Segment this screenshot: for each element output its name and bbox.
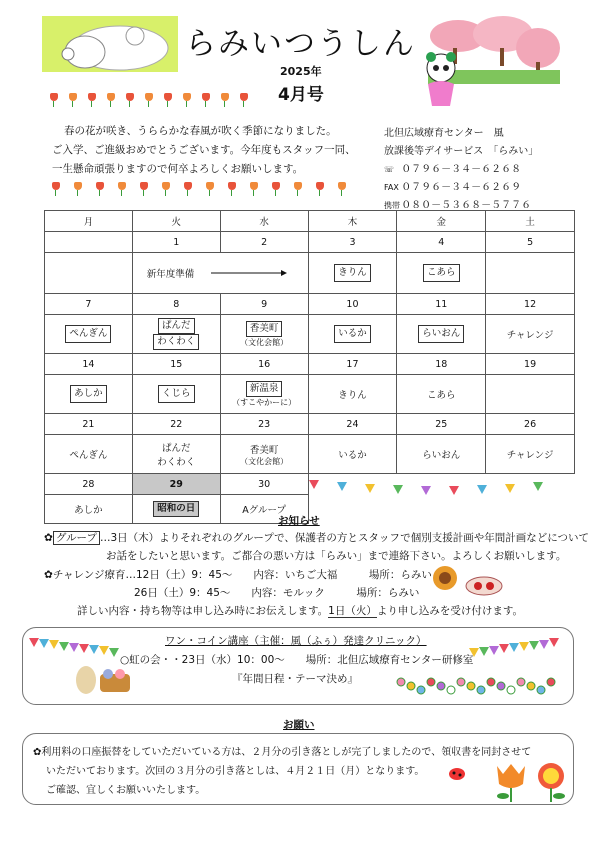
bunting-flag xyxy=(449,486,459,495)
tulip-stem xyxy=(110,101,111,107)
tulip-icon xyxy=(183,93,191,101)
group-label: ぺんぎん xyxy=(69,450,108,461)
event-row xyxy=(45,375,575,414)
bunting-decoration xyxy=(308,474,574,524)
group-label: らいおん xyxy=(422,450,461,461)
notice-date: 1日（火） xyxy=(328,605,377,617)
bunting-flag xyxy=(519,642,529,651)
greeting-line: 一生懸命頑張りますので何卒よろしくお願いします。 xyxy=(52,163,304,175)
weekday-header: 水 xyxy=(220,211,308,232)
tulip-stem xyxy=(297,190,298,196)
notice-line: ✿ グループ …3日（木）よりそれぞれのグループで、保護者の方とスタッフで個別支援計画や年間計画などについて xyxy=(44,532,590,544)
request-text: 利用料の口座振替をしていただいている方は、２月分の引き落としが完了しましたので、領収書を同封させて xyxy=(41,747,532,758)
tulip-stem xyxy=(275,190,276,196)
group-label: 新温泉 xyxy=(246,381,283,397)
group-label: わくわく xyxy=(157,457,196,468)
tulip-icon xyxy=(272,182,280,190)
notice-title: お知らせ xyxy=(278,515,320,527)
date-row xyxy=(45,414,575,435)
tulip-stem xyxy=(319,190,320,196)
event-cell xyxy=(397,315,486,354)
group-label: わくわく xyxy=(153,334,199,350)
group-label: ぺんぎん xyxy=(65,325,111,343)
tulip-icon xyxy=(228,182,236,190)
tulip-stem xyxy=(99,190,100,196)
garden-flower xyxy=(437,682,445,690)
tulip-stem xyxy=(129,101,130,107)
bunting-flag xyxy=(393,485,403,494)
group-label: こあら xyxy=(427,390,456,401)
sheep-illustration xyxy=(40,14,180,74)
flower-garden-icon xyxy=(395,668,560,698)
date-cell: 1 xyxy=(132,232,220,253)
tulip-icon xyxy=(162,182,170,190)
date-cell: 3 xyxy=(308,232,397,253)
date-cell: 25 xyxy=(397,414,486,435)
event-row xyxy=(45,253,575,294)
group-label: 香美町 xyxy=(249,444,279,456)
garden-flower xyxy=(467,682,475,690)
tulip-icon xyxy=(145,93,153,101)
tulip-stem xyxy=(55,190,56,196)
tulip-icon xyxy=(126,93,134,101)
date-cell: 21 xyxy=(45,414,133,435)
event-row xyxy=(45,435,575,474)
date-row xyxy=(45,294,575,315)
group-label: らいおん xyxy=(418,325,464,343)
bunting-flag xyxy=(89,645,99,654)
date-cell: 14 xyxy=(45,354,133,375)
new-year-prep-label: 新年度準備 xyxy=(146,269,195,280)
tulip-stem xyxy=(77,190,78,196)
group-label: チャレンジ xyxy=(506,450,554,461)
date-cell: 28 xyxy=(45,474,133,495)
garden-flower xyxy=(537,686,545,694)
venue-label: （文化会館） xyxy=(240,456,289,466)
garden-flower xyxy=(547,678,555,686)
group-label: いるか xyxy=(334,325,371,343)
schedule-calendar xyxy=(44,210,575,524)
group-label: チャレンジ xyxy=(506,330,554,341)
event-row xyxy=(45,315,575,354)
garden-flower xyxy=(447,686,455,694)
date-cell: 11 xyxy=(397,294,486,315)
coin-lecture-title: ワン・コイン講座（主催：風（ふぅ）発達クリニック） xyxy=(165,635,427,647)
date-cell: 8 xyxy=(132,294,220,315)
chestnut-icon xyxy=(430,562,460,592)
tulip-icon xyxy=(221,93,229,101)
date-cell: 26 xyxy=(486,414,575,435)
tulip-row-decoration xyxy=(52,182,362,196)
contact-service: 放課後等デイサービス 「らみい」 xyxy=(384,146,539,157)
event-cell xyxy=(45,315,133,354)
group-label: こあら xyxy=(423,264,460,282)
date-cell: 12 xyxy=(486,294,575,315)
venue-label: （すこやかーに） xyxy=(232,397,297,407)
bunting-flag xyxy=(309,480,319,489)
tulip-icon xyxy=(184,182,192,190)
tulip-stem xyxy=(187,190,188,196)
weekday-header: 木 xyxy=(308,211,397,232)
date-cell: 19 xyxy=(486,354,575,375)
tulip-character-icon xyxy=(493,762,529,804)
date-cell: 2 xyxy=(220,232,308,253)
bunting-flag xyxy=(79,644,89,653)
event-cell xyxy=(45,375,133,414)
event-cell xyxy=(132,315,220,354)
tulip-icon xyxy=(140,182,148,190)
issue-month: 4月号 xyxy=(278,85,324,105)
bunting-flag xyxy=(479,647,489,656)
date-cell: 15 xyxy=(132,354,220,375)
group-label: きりん xyxy=(334,264,371,282)
tulip-icon xyxy=(294,182,302,190)
date-cell: 23 xyxy=(220,414,308,435)
date-cell: 7 xyxy=(45,294,133,315)
date-cell: 10 xyxy=(308,294,397,315)
group-label: あしか xyxy=(70,385,107,403)
date-row xyxy=(45,232,575,253)
tulip-stem xyxy=(209,190,210,196)
event-cell xyxy=(220,375,308,414)
mobile-icon: 携帯 xyxy=(384,201,400,210)
bunting-flag xyxy=(29,638,39,647)
garden-flower xyxy=(497,682,505,690)
group-label: あしか xyxy=(74,505,103,516)
bunting-flag xyxy=(499,644,509,653)
event-cell xyxy=(220,315,308,354)
bunting-flag xyxy=(69,643,79,652)
tulip-stem xyxy=(253,190,254,196)
date-cell: 16 xyxy=(220,354,308,375)
request-line: いただいております。次回の３月分の引き落としは、４月２１日（月）となります。 xyxy=(46,766,425,777)
event-cell-holiday xyxy=(132,495,220,524)
garden-flower xyxy=(417,686,425,694)
bunting-flag xyxy=(539,640,549,649)
group-label: きりん xyxy=(338,390,367,401)
tulip-icon xyxy=(96,182,104,190)
tulip-icon xyxy=(316,182,324,190)
notice-line: 26日（土）9：45～ 内容：モルック 場所：らみい xyxy=(134,587,420,599)
event-cell xyxy=(308,375,397,414)
newsletter-title: らみいつうしん xyxy=(185,26,416,62)
event-cell xyxy=(132,435,220,474)
tulip-stem xyxy=(186,101,187,107)
tulip-icon xyxy=(52,182,60,190)
weekday-header: 金 xyxy=(397,211,486,232)
garden-flower xyxy=(397,678,405,686)
bunting-flag xyxy=(421,486,431,495)
tulip-icon xyxy=(202,93,210,101)
event-cell xyxy=(397,253,486,294)
bunting-flag xyxy=(509,643,519,652)
weekday-header: 土 xyxy=(486,211,575,232)
notice-text: …3日（木）よりそれぞれのグループで、保護者の方とスタッフで個別支援計画や年間計画などについて xyxy=(99,532,590,544)
tulip-stem xyxy=(148,101,149,107)
event-cell xyxy=(308,315,397,354)
date-cell-holiday: 29 xyxy=(132,474,220,495)
tulip-row-decoration xyxy=(50,93,250,107)
event-cell xyxy=(45,253,133,294)
flower-character-icon xyxy=(533,762,569,804)
notice-line: お話をしたいと思います。ご都合の悪い方は「らみい」まで連絡下さい。よろしくお願いします。 xyxy=(106,550,567,562)
request-title: お願い xyxy=(283,719,315,731)
tulip-stem xyxy=(143,190,144,196)
group-label: いるか xyxy=(338,450,367,461)
bunting-flag xyxy=(337,482,347,491)
bunting-flag xyxy=(59,642,69,651)
garden-flower xyxy=(517,678,525,686)
event-cell xyxy=(486,375,575,414)
date-cell: 30 xyxy=(220,474,308,495)
request-line: ご確認、宜しくお願いいたします。 xyxy=(46,785,206,796)
notice-text: より申し込みを受け付けます。 xyxy=(376,605,524,617)
event-cell xyxy=(486,253,575,294)
tulip-icon xyxy=(118,182,126,190)
ladybug-icon xyxy=(447,765,467,781)
weekday-header: 火 xyxy=(132,211,220,232)
tulip-stem xyxy=(341,190,342,196)
garden-flower xyxy=(527,682,535,690)
bunting-flag xyxy=(365,484,375,493)
tulip-stem xyxy=(121,190,122,196)
date-cell: 17 xyxy=(308,354,397,375)
notice-line: ✿チャレンジ療育…12日（土）9：45～ 内容：いちご大福 場所：らみい xyxy=(44,569,432,581)
group-label: Aグループ xyxy=(242,505,286,516)
phone-icon: ☏ xyxy=(384,165,395,174)
tulip-icon xyxy=(240,93,248,101)
event-cell xyxy=(132,375,220,414)
tulip-stem xyxy=(165,190,166,196)
group-tag: グループ xyxy=(53,531,100,545)
fax-icon: FAX xyxy=(384,183,399,192)
event-cell-new-year-prep xyxy=(132,253,308,294)
event-cell xyxy=(397,435,486,474)
tulip-stem xyxy=(231,190,232,196)
event-cell xyxy=(308,253,397,294)
date-cell xyxy=(45,232,133,253)
event-cell xyxy=(45,495,133,524)
weekday-header: 月 xyxy=(45,211,133,232)
tel-number: ０７９６－３４－６２６８ xyxy=(401,164,522,175)
tulip-icon xyxy=(69,93,77,101)
bunting-flag xyxy=(533,482,543,491)
garden-flower xyxy=(507,686,515,694)
event-cell xyxy=(486,315,575,354)
garden-flower xyxy=(457,678,465,686)
contact-fax xyxy=(384,178,521,193)
date-cell: 9 xyxy=(220,294,308,315)
event-cell xyxy=(308,435,397,474)
date-cell: 18 xyxy=(397,354,486,375)
garden-flower xyxy=(407,682,415,690)
tulip-icon xyxy=(206,182,214,190)
tulip-icon xyxy=(74,182,82,190)
coin-lecture-sub: 『年間日程・テーマ決め』 xyxy=(232,673,358,685)
tulip-icon xyxy=(164,93,172,101)
tulip-stem xyxy=(72,101,73,107)
coin-lecture-line: ○虹の会・・23日（水）10：00～ 場所：北但広域療育センター研修室 xyxy=(120,654,474,666)
mobile-number: ０８０－５３６８－５７７６ xyxy=(401,200,532,211)
bunting-flag xyxy=(477,485,487,494)
tulip-stem xyxy=(167,101,168,107)
date-cell: 22 xyxy=(132,414,220,435)
request-line: ✿利用料の口座振替をしていただいている方は、２月分の引き落としが完了しましたので、領収書を同封させて xyxy=(33,747,532,758)
garden-flower xyxy=(427,678,435,686)
tulip-icon xyxy=(88,93,96,101)
bunting-flag xyxy=(529,641,539,650)
event-cell xyxy=(45,435,133,474)
arrow-right-icon xyxy=(211,269,287,280)
fax-number: ０７９６－３４－６２６９ xyxy=(401,182,522,193)
date-row xyxy=(45,354,575,375)
event-cell xyxy=(220,435,308,474)
tulip-stem xyxy=(243,101,244,107)
tulip-icon xyxy=(250,182,258,190)
bunting-flag xyxy=(505,484,515,493)
notice-text: 詳しい内容・持ち物等は申し込み時にお伝えします。 xyxy=(77,605,329,617)
date-cell: 4 xyxy=(397,232,486,253)
tulip-icon xyxy=(107,93,115,101)
holiday-label: 昭和の日 xyxy=(153,501,199,517)
venue-label: （文化会館） xyxy=(240,337,289,347)
strawberry-daifuku-icon xyxy=(464,572,504,596)
bunting-flag xyxy=(99,646,109,655)
event-cell xyxy=(397,375,486,414)
garden-flower xyxy=(477,686,485,694)
group-label: 香美町 xyxy=(246,321,283,337)
group-label: くじら xyxy=(158,385,195,403)
date-cell: 24 xyxy=(308,414,397,435)
notice-text: チャレンジ療育…12日（土）9：45～ 内容：いちご大福 場所：らみい xyxy=(52,569,432,581)
tulip-icon xyxy=(50,93,58,101)
notice-line xyxy=(77,603,523,618)
group-label: ぱんだ xyxy=(158,318,195,334)
tulip-stem xyxy=(224,101,225,107)
date-row xyxy=(45,474,575,495)
issue-year: 2025年 xyxy=(280,65,322,78)
rabbit-basket-icon xyxy=(72,656,134,696)
group-label: ぱんだ xyxy=(161,443,191,454)
tulip-icon xyxy=(338,182,346,190)
bunting-flag xyxy=(39,639,49,648)
greeting-line: 春の花が咲き、うららかな春風が吹く季節になりました。 xyxy=(64,125,337,137)
tulip-stem xyxy=(205,101,206,107)
bunting-flag xyxy=(489,646,499,655)
event-cell xyxy=(486,435,575,474)
tulip-stem xyxy=(91,101,92,107)
contact-office: 北但広域療育センター 風 xyxy=(384,128,504,139)
bunting-flag xyxy=(549,638,559,647)
tulip-stem xyxy=(53,101,54,107)
contact-mobile xyxy=(384,196,531,211)
weekday-header-row xyxy=(45,211,575,232)
greeting-line: ご入学、ご進級おめでとうございます。今年度もスタッフ一同、 xyxy=(52,144,356,156)
bunting-flag xyxy=(49,640,59,649)
date-cell: 5 xyxy=(486,232,575,253)
contact-tel xyxy=(384,160,521,175)
garden-flower xyxy=(487,678,495,686)
